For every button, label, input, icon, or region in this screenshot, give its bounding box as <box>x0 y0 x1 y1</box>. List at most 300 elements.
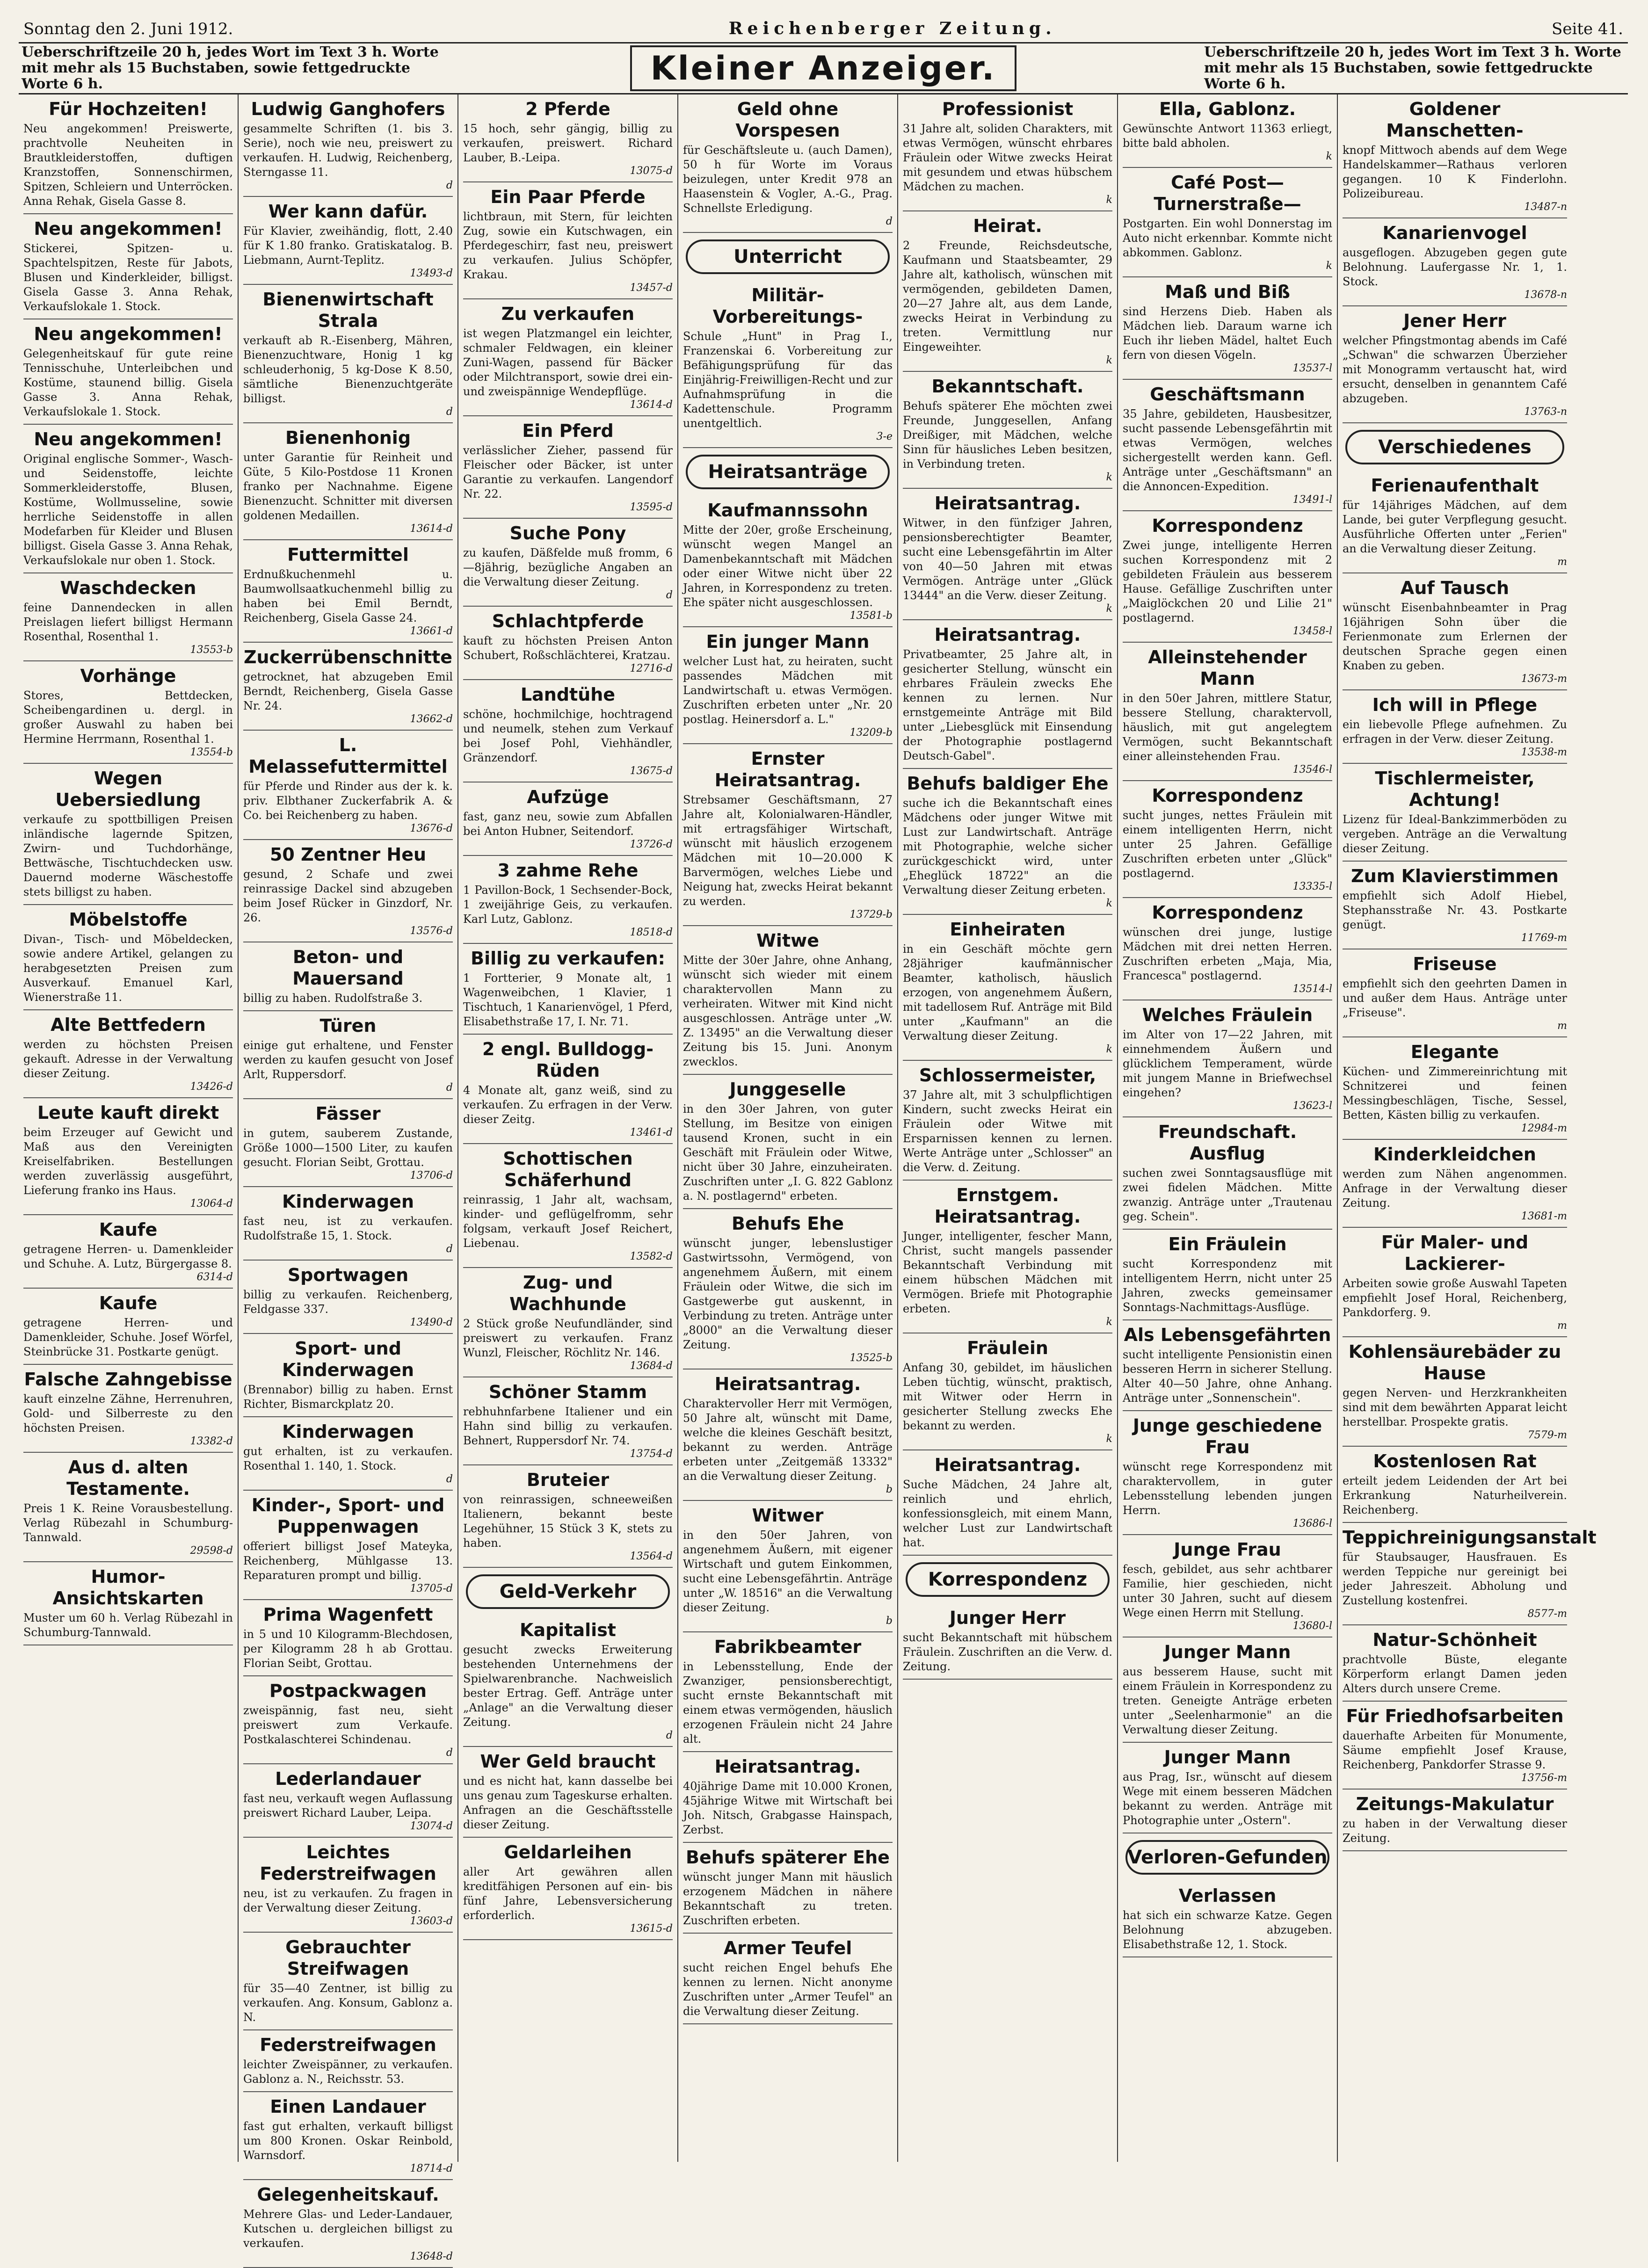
ad-heading: Tischlermeister, Achtung! <box>1375 768 1535 810</box>
classified-ad <box>463 182 673 299</box>
ad-heading: 50 Zentner Heu <box>269 844 427 865</box>
ad-text: 1 Pavillon-Bock, 1 Sechsender-Bock, 1 zweijährige Geis, zu verkaufen. Karl Lutz, Gablonz. <box>463 884 673 926</box>
ad-reference: 13684-d <box>630 1360 673 1372</box>
ad-text: empfiehlt sich Adolf Hiebel, Stephansstraße Nr. 43. Postkarte genügt. <box>1343 889 1567 931</box>
ad-text: neu, ist zu verkaufen. Zu fragen in der Verwaltung dieser Zeitung. <box>243 1887 453 1914</box>
page-number: Seite 41. <box>1552 20 1623 38</box>
classified-ad <box>1123 1230 1332 1320</box>
rate-note-left: Ueberschriftzeile 20 h, jedes Wort im Text 3 h. Worte mit mehr als 15 Buchstaben, sowie fettgedruckte Worte 6 h. <box>22 44 439 92</box>
ad-text: getrocknet, hat abzugeben Emil Berndt, Reichenberg, Gisela Gasse Nr. 24. <box>243 670 453 712</box>
classified-ad <box>1343 1337 1567 1447</box>
classified-ad <box>903 489 1112 620</box>
ad-heading: Sport- und Kinderwagen <box>282 1338 414 1380</box>
ad-reference: 18518-d <box>630 927 673 938</box>
classified-ad <box>1343 1702 1567 1790</box>
ad-text: 4 Monate alt, ganz weiß, sind zu verkaufen. Zu erfragen in der Verw. dieser Zeitg. <box>463 1084 673 1126</box>
classified-ad <box>1123 380 1332 511</box>
ad-text: 31 Jahre alt, soliden Charakters, mit etwas Vermögen, wünscht ehrbares Fräulein oder Witwe zwecks Heirat mit gesundem und etwas hübschem Mädchen zu machen. <box>903 122 1112 193</box>
ad-heading: Kaufe <box>99 1219 158 1240</box>
ad-reference: 11769-m <box>1521 932 1567 944</box>
ad-heading: Für Friedhofsarbeiten <box>1346 1706 1564 1726</box>
classified-ad <box>1343 306 1567 423</box>
ad-reference: 13564-d <box>630 1551 673 1562</box>
ad-text: Stickerei, Spitzen- u. Spachtelspitzen, Reste für Jabots, Blusen und Kinderkleider, billigst. Gisela Gasse 3. Anna Rehak, Verkaufslokale 1. Stock. <box>23 242 233 313</box>
ad-text: aus besserem Hause, sucht mit einem Fräulein in Korrespondenz zu treten. Geneigte Anträge erbeten unter „Seelenharmonie" an die Verwaltung dieser Zeitung. <box>1123 1665 1332 1736</box>
ad-text: zu haben in der Verwaltung dieser Zeitung. <box>1343 1817 1567 1845</box>
classified-ad <box>903 620 1112 769</box>
classified-ad <box>1343 94 1567 218</box>
ad-heading: Beton- und Mauersand <box>292 947 404 989</box>
ad-text: wünscht rege Korrespondenz mit charaktervollem, in guter Lebensstellung lebenden jungen Herrn. <box>1123 1460 1332 1517</box>
classified-ad <box>903 1603 1112 1680</box>
ad-reference: k <box>1106 898 1112 909</box>
ad-heading: Jener Herr <box>1403 311 1506 331</box>
ad-reference: 13648-d <box>410 2251 453 2262</box>
columns <box>19 94 1628 2262</box>
ad-heading: Türen <box>319 1015 377 1036</box>
ad-text: hat sich ein schwarze Katze. Gegen Belohnung abzugeben. Elisabethstraße 12, 1. Stock. <box>1123 1909 1332 1951</box>
ad-reference: 13525-b <box>849 1352 893 1364</box>
ad-text: 37 Jahre alt, mit 3 schulpflichtigen Kindern, sucht zwecks Heirat ein Fräulein oder Witwe mit Ersparnissen kennen zu lernen. Werte Anträge unter „Schlosser" an die Verw. d. Zeitung. <box>903 1088 1112 1174</box>
classified-ad <box>683 744 893 926</box>
ad-text: billig zu verkaufen. Reichenberg, Feldgasse 337. <box>243 1288 453 1316</box>
classified-ad <box>463 1747 673 1838</box>
ad-heading: Alte Bettfedern <box>51 1014 206 1035</box>
ad-heading: Ich will in Pflege <box>1372 695 1538 715</box>
ad-reference: 13678-n <box>1524 289 1567 301</box>
ad-heading: 2 engl. Bulldogg-Rüden <box>482 1039 653 1081</box>
ad-heading: Vorhänge <box>80 666 176 686</box>
classified-ad <box>23 661 233 764</box>
ad-heading: Natur-Schönheit <box>1372 1630 1537 1650</box>
running-header <box>19 19 1628 43</box>
ad-heading: Fräulein <box>967 1338 1048 1358</box>
ad-reference: 13614-d <box>630 399 673 411</box>
ad-heading: Möbelstoffe <box>69 909 188 930</box>
classified-ad <box>903 769 1112 915</box>
ad-reference: 13493-d <box>410 268 453 279</box>
ad-heading: Junger Mann <box>1164 1747 1291 1768</box>
classified-ad <box>1123 1117 1332 1230</box>
ad-heading: Schottischen Schäferhund <box>503 1148 633 1190</box>
ad-heading: Neu angekommen! <box>34 324 223 344</box>
classified-ad <box>1123 643 1332 781</box>
ad-heading: Geld ohne Vorspesen <box>735 99 840 141</box>
ad-heading: Junge geschiedene Frau <box>1133 1415 1322 1457</box>
ad-text: Witwer, in den fünfziger Jahren, pensionsberechtigter Beamter, sucht eine Lebensgefährtin im Alter von 40—50 Jahren mit etwas Vermögen. Anträge unter „Glück 13444" an die Verw. dieser Zeitung. <box>903 516 1112 602</box>
ad-reference: 13623-l <box>1292 1100 1332 1112</box>
classified-ad <box>683 1632 893 1752</box>
ad-heading: L. Melassefuttermittel <box>248 735 448 777</box>
ad-reference: 13426-d <box>190 1081 233 1093</box>
classified-ad <box>1343 862 1567 949</box>
classified-ad <box>1343 764 1567 862</box>
ad-reference: 13457-d <box>630 282 673 294</box>
ad-reference: k <box>1106 1043 1112 1055</box>
classified-ad <box>243 1334 453 1417</box>
ad-text: 2 Freunde, Reichsdeutsche, Kaufmann und Staatsbeamter, 29 Jahre alt, katholisch, wünschen mit vermögenden, gebildeten Damen, 20—27 Jahre alt, aus dem Lande, zwecks Heirat in Verbindung zu treten. Vermittlung nur Eingeweihter. <box>903 239 1112 354</box>
classified-ad <box>683 627 893 744</box>
ad-text: beim Erzeuger auf Gewicht und Maß aus den Vereinigten Kreiselfabriken. Bestellungen werden zuverlässig ausgeführt, Lieferung franko ins Haus. <box>23 1126 233 1197</box>
ad-heading: Federstreifwagen <box>260 2035 436 2055</box>
ad-heading: Fässer <box>315 1103 381 1124</box>
classified-ad <box>683 1501 893 1632</box>
classified-ad <box>243 1600 453 1676</box>
rate-note-right: Ueberschriftzeile 20 h, jedes Wort im Text 3 h. Worte mit mehr als 15 Buchstaben, sowie fettgedruckte Worte 6 h. <box>1204 44 1621 92</box>
ad-text: sucht Bekanntschaft mit hübschem Fräulein. Zuschriften an die Verw. d. Zeitung. <box>903 1631 1112 1673</box>
classified-ad <box>463 1838 673 1940</box>
ad-heading: Junger Herr <box>949 1608 1066 1628</box>
ad-heading: Zuckerrübenschnitte <box>243 647 453 667</box>
ad-text: sucht junges, nettes Fräulein mit einem intelligenten Herrn, nicht unter 25 Jahren. Gefällige Zuschriften erbeten unter „Glück" postlagernd. <box>1123 809 1332 880</box>
ad-reference: 13615-d <box>630 1923 673 1935</box>
ad-text: ausgeflogen. Abzugeben gegen gute Belohnung. Laufergasse Nr. 1, 1. Stock. <box>1343 246 1567 288</box>
ad-heading: Witwe <box>756 930 819 951</box>
ad-heading: Geldarleihen <box>504 1842 632 1862</box>
ad-heading: Schöner Stamm <box>488 1382 647 1402</box>
ad-reference: k <box>1106 194 1112 206</box>
category-heading: Unterricht <box>686 239 890 274</box>
ad-heading: Neu angekommen! <box>34 429 223 449</box>
ad-heading: Behufs späterer Ehe <box>686 1847 890 1868</box>
ad-heading: Heiratsantrag. <box>934 624 1081 645</box>
ad-text: Anfang 30, gebildet, im häuslichen Leben tüchtig, wünscht, praktisch, mit Witwer oder Herrn in gesicherter Stellung zwecks Ehe bekannt zu werden. <box>903 1361 1112 1432</box>
ad-heading: Kanarienvogel <box>1382 223 1527 243</box>
ad-reference: m <box>1557 1320 1567 1332</box>
ad-heading: Lederlandauer <box>275 1768 421 1789</box>
ad-heading: Leute kauft direkt <box>37 1102 219 1123</box>
ad-heading: Junge Frau <box>1174 1539 1281 1560</box>
ad-heading: Waschdecken <box>60 578 196 598</box>
category-heading: Korrespondenz <box>906 1562 1110 1597</box>
ad-heading: Heiratsantrag. <box>714 1374 861 1394</box>
ad-heading: Ein Pferd <box>522 420 614 441</box>
classified-ad <box>1343 573 1567 690</box>
classified-ad <box>903 1450 1112 1556</box>
ad-text: Erdnußkuchenmehl u. Baumwollsaatkuchenmehl billig zu haben bei Emil Berndt, Reichenberg, Gisela Gasse 24. <box>243 568 453 624</box>
ad-heading: Teppichreinigungsanstalt <box>1343 1527 1597 1548</box>
classified-ad <box>23 1453 233 1562</box>
ad-text: reinrassig, 1 Jahr alt, wachsam, kinder- und geflügelfromm, sehr folgsam, verkauft Josef Reichert, Liebenau. <box>463 1193 673 1250</box>
ad-reference: 13581-b <box>849 610 893 622</box>
ad-heading: Schlachtpferde <box>492 611 644 631</box>
classified-ad <box>903 1061 1112 1181</box>
ad-heading: Zug- und Wachhunde <box>509 1272 626 1314</box>
ad-text: gesund, 2 Schafe und zwei reinrassige Dackel sind abzugeben beim Josef Rücker in Ginzdorf, Nr. 26. <box>243 868 453 924</box>
ad-text: (Brennabor) billig zu haben. Ernst Richter, Bismarckplatz 20. <box>243 1383 453 1411</box>
ad-text: fast neu, ist zu verkaufen. Rudolfstraße 15, 1. Stock. <box>243 1215 453 1242</box>
ad-heading: Behufs Ehe <box>731 1213 844 1234</box>
classified-ad <box>1123 898 1332 1000</box>
ad-reference: 13705-d <box>410 1583 453 1594</box>
ad-heading: Junger Mann <box>1164 1642 1291 1662</box>
ad-heading: Kinderwagen <box>282 1421 414 1442</box>
ad-reference: d <box>446 1243 453 1255</box>
ad-heading: Maß und Biß <box>1165 282 1290 302</box>
category-heading: Heiratsanträge <box>686 455 890 489</box>
classified-ad <box>1123 781 1332 898</box>
ad-heading: 2 Pferde <box>525 99 610 119</box>
ad-text: zweispännig, fast neu, sieht preiswert zum Verkaufe. Postkalaschterei Schindenau. <box>243 1704 453 1746</box>
ad-heading: Wer Geld braucht <box>480 1751 656 1772</box>
ad-text: Mitte der 20er, große Erscheinung, wünscht wegen Mangel an Damenbekanntschaft mit Mädchen oder einer Witwe nicht über 22 Jahren, in Korrespondenz zu treten. Ehe später nicht ausgeschlossen. <box>683 523 893 609</box>
classified-ad <box>23 905 233 1010</box>
classified-ad <box>243 1417 453 1491</box>
ad-text: suchen zwei Sonntagsausflüge mit zwei fidelen Mädchen. Mitte zwanzig. Anträge unter „Trautenau geg. Schein". <box>1123 1167 1332 1223</box>
ad-reference: 13514-l <box>1292 983 1332 995</box>
ad-heading: Zum Klavierstimmen <box>1351 866 1559 886</box>
ad-text: Neu angekommen! Preiswerte, prachtvolle Neuheiten in Brautkleiderstoffen, duftigen Kranzstoffen, Sonnenschirmen, Spitzen, Schleiern und Unterröcken. Anna Rehak, Gisela Gasse 8. <box>23 122 233 208</box>
ad-heading: Kaufmannssohn <box>707 500 868 521</box>
classified-ad <box>243 197 453 285</box>
ad-text: sucht reichen Engel behufs Ehe kennen zu lernen. Nicht anonyme Zuschriften unter „Armer Teufel" an die Verwaltung dieser Zeitung. <box>683 1961 893 2018</box>
ad-reference: 13537-l <box>1292 362 1332 374</box>
classified-ad <box>243 731 453 840</box>
classified-ad <box>683 1843 893 1934</box>
ad-text: aus Prag, Isr., wünscht auf diesem Wege mit einem besseren Mädchen bekannt zu werden. Anträge mit Photographie unter „Ostern". <box>1123 1770 1332 1827</box>
ad-text: 40jährige Dame mit 10.000 Kronen, 45jährige Witwe mit Wirtschaft bei Joh. Nitsch, Grabgasse Hainspach, Zerbst. <box>683 1780 893 1836</box>
ad-heading: Kinderkleidchen <box>1373 1144 1536 1165</box>
classified-ad <box>243 1676 453 1764</box>
classified-ad <box>243 1099 453 1187</box>
ad-heading: Ein Fräulein <box>1168 1234 1287 1254</box>
ad-text: sind Herzens Dieb. Haben als Mädchen lieb. Daraum warne ich Euch ihr lieben Mädel, haltet Euch fern von diesen Vögeln. <box>1123 305 1332 362</box>
category-heading: Geld-Verkehr <box>466 1574 670 1609</box>
ad-heading: Kinder-, Sport- und Puppenwagen <box>251 1495 445 1537</box>
classified-ad <box>23 1215 233 1289</box>
ad-heading: Kaufe <box>99 1293 158 1313</box>
ad-heading: Prima Wagenfett <box>263 1604 433 1625</box>
ad-heading: Landtühe <box>520 684 616 705</box>
ad-text: Arbeiten sowie große Auswahl Tapeten empfiehlt Josef Horal, Reichenberg, Pankdorferg. 9. <box>1343 1277 1567 1319</box>
classified-ad <box>243 2180 453 2268</box>
ad-text: suche ich die Bekanntschaft eines Mädchens oder junger Witwe mit Lust zur Landwirtschaft. Anträge mit Photographie, welche sicher zurückgeschickt wird, unter „Eheglück 18722" an die Verwaltung dieser Zeitung erbeten. <box>903 797 1112 897</box>
ad-text: Zwei junge, intelligente Herren suchen Korrespondenz mit 2 gebildeten Fräulein aus besserem Hause. Gefällige Zuschriften unter „Maiglöckchen 20 und Lilie 21" postlagernd. <box>1123 539 1332 624</box>
ad-reference: 12716-d <box>630 663 673 674</box>
classified-ad <box>243 285 453 423</box>
ad-text: werden zu höchsten Preisen gekauft. Adresse in der Verwaltung dieser Zeitung. <box>23 1038 233 1080</box>
ad-reference: 13576-d <box>410 925 453 937</box>
ad-reference: d <box>666 1730 673 1741</box>
ad-text: Gewünschte Antwort 11363 erliegt, bitte bald abholen. <box>1123 122 1332 150</box>
classified-ad <box>23 1098 233 1215</box>
ad-text: wünscht junger, lebenslustiger Gastwirtssohn, Vermögend, von angenehmem Äußern, mit einem Fräulein oder Witwe, die sich im Gastgewerbe gut auskennt, in Verbindung zu treten. Anträge unter „8000" an die Verwaltung dieser Zeitung. <box>683 1237 893 1351</box>
ad-text: Behufs späterer Ehe möchten zwei Freunde, Junggesellen, Anfang Dreißiger, mit Mädchen, welche Sinn für häusliches Leben besitzen, in Verbindung treten. <box>903 399 1112 471</box>
ad-text: verlässlicher Zieher, passend für Fleischer oder Bäcker, ist unter Garantie zu verkaufen. Langendorf Nr. 22. <box>463 444 673 500</box>
ad-text: von reinrassigen, schneeweißen Italienern, bekannt beste Legehühner, 15 Stück 3 K, stets zu haben. <box>463 1493 673 1550</box>
classified-ad <box>243 1187 453 1261</box>
ad-text: Küchen- und Zimmereinrichtung mit Schnitzerei und feinen Messingbeschlägen, Tische, Sessel, Betten, Kästen billig zu verkaufen. <box>1343 1065 1567 1122</box>
ad-reference: 13582-d <box>630 1251 673 1262</box>
ad-reference: 13461-d <box>630 1127 673 1138</box>
classified-ad <box>23 214 233 319</box>
ad-text: kauft zu höchsten Preisen Anton Schubert, Roßschlächterei, Kratzau. <box>463 634 673 662</box>
column-3 <box>458 94 678 2162</box>
ad-reference: 13595-d <box>630 501 673 513</box>
ad-heading: Ein Paar Pferde <box>490 187 646 207</box>
ad-reference: d <box>446 1473 453 1485</box>
ad-heading: Für Hochzeiten! <box>49 99 208 119</box>
ad-text: Lizenz für Ideal-Bankzimmerböden zu vergeben. Anträge an die Verwaltung dieser Zeitung. <box>1343 813 1567 855</box>
ad-text: knopf Mittwoch abends auf dem Wege Handelskammer—Rathaus verloren gegangen. 10 K Finderlohn. Polizeibureau. <box>1343 144 1567 200</box>
ad-text: verkaufe zu spottbilligen Preisen inländische lagernde Spitzen, Zwirn- und Tuchdorhänge, Bettwäsche, Tischtuchdecken usw. Dauernd moderne Wäschestoffe stets billigst zu haben. <box>23 813 233 899</box>
ad-text: Mehrere Glas- und Leder-Landauer, Kutschen u. dergleichen billigst zu verkaufen. <box>243 2208 453 2250</box>
ad-text: Strebsamer Geschäftsmann, 27 Jahre alt, Kolonialwaren-Händler, mit ertragsfähiger Wirtschaft, wünscht mit häuslich erzogenem Mädchen mit 10—20.000 K Barvermögen, welches Liebe und Neigung hat, zwecks Heirat bekannt zu werden. <box>683 793 893 908</box>
ad-heading: Bienenwirtschaft Strala <box>262 289 434 331</box>
ad-heading: Militär-Vorbereitungs- <box>712 285 863 327</box>
ad-reference: 13075-d <box>630 165 673 177</box>
ad-reference: 13064-d <box>190 1198 233 1210</box>
ad-text: in gutem, sauberem Zustande, Größe 1000—1500 Liter, zu kaufen gesucht. Florian Seibt, Grottau. <box>243 1127 453 1169</box>
ad-text: ist wegen Platzmangel ein leichter, schmaler Feldwagen, ein kleiner Zuni-Wagen, passend für Bäcker oder Milchtransport, sowie drei ein- und zweispännige Wendepflüge. <box>463 327 673 398</box>
classified-ad <box>903 915 1112 1061</box>
ad-text: feine Dannendecken in allen Preislagen liefert billigst Hermann Rosenthal, Rosenthal 1. <box>23 601 233 643</box>
ad-text: ein liebevolle Pflege aufnehmen. Zu erfragen in der Verw. dieser Zeitung. <box>1343 718 1567 746</box>
ad-heading: Heiratsantrag. <box>714 1756 861 1777</box>
classified-ad <box>463 1268 673 1377</box>
newspaper-page <box>19 19 1628 2262</box>
ad-text: kauft einzelne Zähne, Herrenuhren, Gold- und Silberreste zu den höchsten Preisen. <box>23 1392 233 1435</box>
ad-heading: Armer Teufel <box>723 1938 852 1958</box>
ad-reference: 13729-b <box>849 909 893 920</box>
newspaper-name: Reichenberger Zeitung. <box>728 19 1056 38</box>
classified-ad <box>1123 168 1332 277</box>
classified-ad <box>463 416 673 519</box>
ad-heading: Humor-Ansichtskarten <box>52 1566 204 1609</box>
ad-reference: 8577-m <box>1527 1608 1567 1620</box>
classified-ad <box>1123 1000 1332 1117</box>
ad-text: sucht Korrespondenz mit intelligentem Herrn, nicht unter 25 Jahren, zwecks gemeinsamer Sonntags-Nachmittags-Ausflüge. <box>1123 1257 1332 1314</box>
classified-ad <box>903 1181 1112 1333</box>
ad-reference: 13756-m <box>1521 1772 1567 1784</box>
ad-reference: 13661-d <box>410 625 453 637</box>
classified-ad <box>243 423 453 540</box>
ad-text: für Geschäftsleute u. (auch Damen), 50 h für Worte im Voraus beizulegen, unter Kredit 978 an Haasenstein & Vogler, A.-G., Prag. Schnellste Erledigung. <box>683 144 893 215</box>
ad-heading: Schlossermeister, <box>919 1065 1096 1086</box>
ad-heading: Ella, Gablonz. <box>1159 99 1296 119</box>
ad-reference: 13763-n <box>1524 406 1567 418</box>
column-6 <box>1118 94 1338 2162</box>
ad-reference: 13458-l <box>1292 625 1332 637</box>
ad-heading: Behufs baldiger Ehe <box>907 773 1109 794</box>
ad-text: rebhuhnfarbene Italiener und ein Hahn sind billig zu verkaufen. Behnert, Ruppersdorf Nr. 74. <box>463 1405 673 1447</box>
classified-ad <box>683 94 893 233</box>
ad-reference: 13603-d <box>410 1915 453 1927</box>
ad-reference: 13553-b <box>190 644 233 656</box>
ad-text: 35 Jahre, gebildeten, Hausbesitzer, sucht passende Lebensgefährtin mit etwas Vermögen, welches sichergestellt werden kann. Gefl. Anträge unter „Geschäftsmann" an die Annoncen-Expedition. <box>1123 407 1332 493</box>
ad-text: Gelegenheitskauf für gute reine Tennisschuhe, Unterleibchen und Kostüme, staunend billig. Gisela Gasse 3. Anna Rehak, Verkaufslokale 1. Stock. <box>23 347 233 418</box>
classified-ad <box>1343 1625 1567 1702</box>
ad-text: Mitte der 30er Jahre, ohne Anhang, wünscht sich wieder mit einem charaktervollen Mann zu verheiraten. Witwer mit Kind nicht ausgeschlossen. Anträge unter „W. Z. 13495" an die Verwaltung dieser Zeitung bis 15. Juni. Anonym zwecklos. <box>683 954 893 1068</box>
classified-ad <box>243 1011 453 1099</box>
ad-text: in den 50er Jahren, mittlere Statur, bessere Stellung, charaktervoll, häuslich, mit gut angelegtem Vermögen, sucht Bekanntschaft einer alleinstehenden Frau. <box>1123 692 1332 763</box>
ad-heading: Ein junger Mann <box>706 631 870 652</box>
classified-ad <box>23 1010 233 1098</box>
ad-heading: Bienenhonig <box>285 428 411 448</box>
ad-heading: Sportwagen <box>287 1265 409 1285</box>
ad-reference: 13681-m <box>1521 1210 1567 1222</box>
ad-reference: 13538-m <box>1521 746 1567 758</box>
ad-text: und es nicht hat, kann dasselbe bei uns genau zum Tageskurse erhalten. Anfragen an die Geschäftsstelle dieser Zeitung. <box>463 1775 673 1831</box>
ad-heading: Fabrikbeamter <box>714 1637 862 1657</box>
classified-ad <box>1343 949 1567 1037</box>
ad-heading: Heiratsantrag. <box>934 1455 1081 1475</box>
ad-text: im Alter von 17—22 Jahren, mit einnehmendem Äußern und glücklichem Temperament, würde mit jungem Manne in Briefwechsel eingehen? <box>1123 1028 1332 1099</box>
classified-ad <box>903 372 1112 489</box>
ad-heading: Als Lebensgefährten <box>1124 1325 1331 1345</box>
ad-text: lichtbraun, mit Stern, für leichten Zug, sowie ein Kutschwagen, ein Pferdegeschirr, fast neu, preiswert zu verkaufen. Julius Schöpfer, Krakau. <box>463 210 673 281</box>
ad-text: prachtvolle Büste, elegante Körperform erlangt Damen jeden Alters durch unsere Creme. <box>1343 1653 1567 1695</box>
ad-reference: 12984-m <box>1521 1123 1567 1134</box>
classified-ad <box>463 519 673 607</box>
ad-heading: Café Post—Turnerstraße— <box>1154 172 1301 214</box>
ad-text: gesammelte Schriften (1. bis 3. Serie), noch wie neu, preiswert zu verkaufen. H. Ludwig, Reichenberg, Sterngasse 11. <box>243 122 453 179</box>
ad-text: Stores, Bettdecken, Scheibengardinen u. dergl. in großer Auswahl zu haben bei Hermine Herrmann, Rosenthal 1. <box>23 689 233 746</box>
classified-ad <box>23 425 233 573</box>
ad-heading: Ernster Heiratsantrag. <box>714 748 861 790</box>
ad-reference: m <box>1557 556 1567 568</box>
ad-reference: 6314-d <box>196 1271 233 1283</box>
column-7 <box>1338 94 1597 2162</box>
classified-ad <box>243 1838 453 1933</box>
classified-ad <box>683 1752 893 1843</box>
ad-reference: k <box>1106 355 1112 366</box>
ad-text: in ein Geschäft möchte gern 28jähriger kaufmännischer Beamter, katholisch, häuslich erzogen, von angenehmem Äußern, mit tadellosem Ruf. Anträge mit Bild unter „Kaufmann" an die Verwaltung dieser Zeitung. <box>903 942 1112 1043</box>
classified-ad <box>683 1934 893 2024</box>
classified-ad <box>1343 1228 1567 1337</box>
classified-banner <box>19 43 1628 94</box>
ad-heading: Alleinstehender Mann <box>1148 647 1307 689</box>
ad-reference: 18714-d <box>410 2163 453 2174</box>
classified-ad <box>683 1369 893 1501</box>
ad-reference: 13614-d <box>410 523 453 535</box>
ad-reference: d <box>666 589 673 601</box>
ad-heading: Junggeselle <box>729 1079 846 1100</box>
ad-text: unter Garantie für Reinheit und Güte, 5 Kilo-Postdose 11 Kronen franko per Nachnahme. Eigene Bienenzucht. Schnitter mit diversen goldenen Medaillen. <box>243 451 453 522</box>
ad-heading: Einheiraten <box>950 919 1066 940</box>
ad-heading: Korrespondenz <box>1152 515 1303 536</box>
ad-text: empfiehlt sich den geehrten Damen in und außer dem Haus. Anträge unter „Friseuse". <box>1343 977 1567 1019</box>
ad-heading: Kostenlosen Rat <box>1373 1451 1537 1471</box>
ad-reference: 13487-n <box>1524 201 1567 213</box>
classified-ad <box>463 299 673 416</box>
ad-text: wünschen drei junge, lustige Mädchen mit drei netten Herren. Zuschriften erbeten „Maja, Mia, Francesca" postlagernd. <box>1123 926 1332 982</box>
column-2 <box>239 94 458 2262</box>
ad-reference: 13675-d <box>630 765 673 777</box>
ad-heading: Ludwig Ganghofers <box>251 99 445 119</box>
ad-reference: d <box>446 180 453 191</box>
ad-heading: Aus d. alten Testamente. <box>66 1457 190 1499</box>
ad-text: in den 30er Jahren, von guter Stellung, im Besitze von einigen tausend Kronen, sucht in ein Geschäft mit Fräulein oder Witwe, nicht über 30 Jahre, einzuheiraten. Zuschriften unter „I. G. 822 Gablonz a. N. postlagernd" erbeten. <box>683 1102 893 1203</box>
ad-reference: d <box>446 406 453 418</box>
ad-text: zu kaufen, Däßfelde muß fromm, 6—8jährig, bezügliche Angaben an die Verwaltung dieser Zeitung. <box>463 546 673 588</box>
classified-ad <box>1123 1535 1332 1638</box>
ad-text: Suche Mädchen, 24 Jahre alt, reinlich und ehrlich, konfessionsgleich, mit einem Mann, welcher Lust zur Landwirtschaft hat. <box>903 1478 1112 1549</box>
ad-reference: 13491-l <box>1292 494 1332 506</box>
classified-ad <box>1343 218 1567 306</box>
ad-heading: Futtermittel <box>287 544 409 565</box>
ad-text: fast neu, verkauft wegen Auflassung preiswert Richard Lauber, Leipa. <box>243 1792 453 1819</box>
category-heading: Verloren-Gefunden <box>1125 1840 1329 1875</box>
classified-ad <box>23 94 233 214</box>
ad-reference: 29598-d <box>190 1545 233 1557</box>
ad-heading: Gebrauchter Streifwagen <box>285 1937 411 1979</box>
ad-heading: Wer kann dafür. <box>268 201 428 222</box>
ad-text: wünscht Eisenbahnbeamter in Prag 16jährigen Sohn über die Ferienmonate zum Erlernen der deutschen Sprache gegen einen Knaben zu geben. <box>1343 601 1567 672</box>
classified-ad <box>1343 690 1567 764</box>
classified-ad <box>243 942 453 1011</box>
ad-text: in Lebensstellung, Ende der Zwanziger, pensionsberechtigt, sucht ernste Bekanntschaft mit einem etwas vermögenden, häuslich erzogenen Fräulein nicht 24 Jahre alt. <box>683 1660 893 1746</box>
